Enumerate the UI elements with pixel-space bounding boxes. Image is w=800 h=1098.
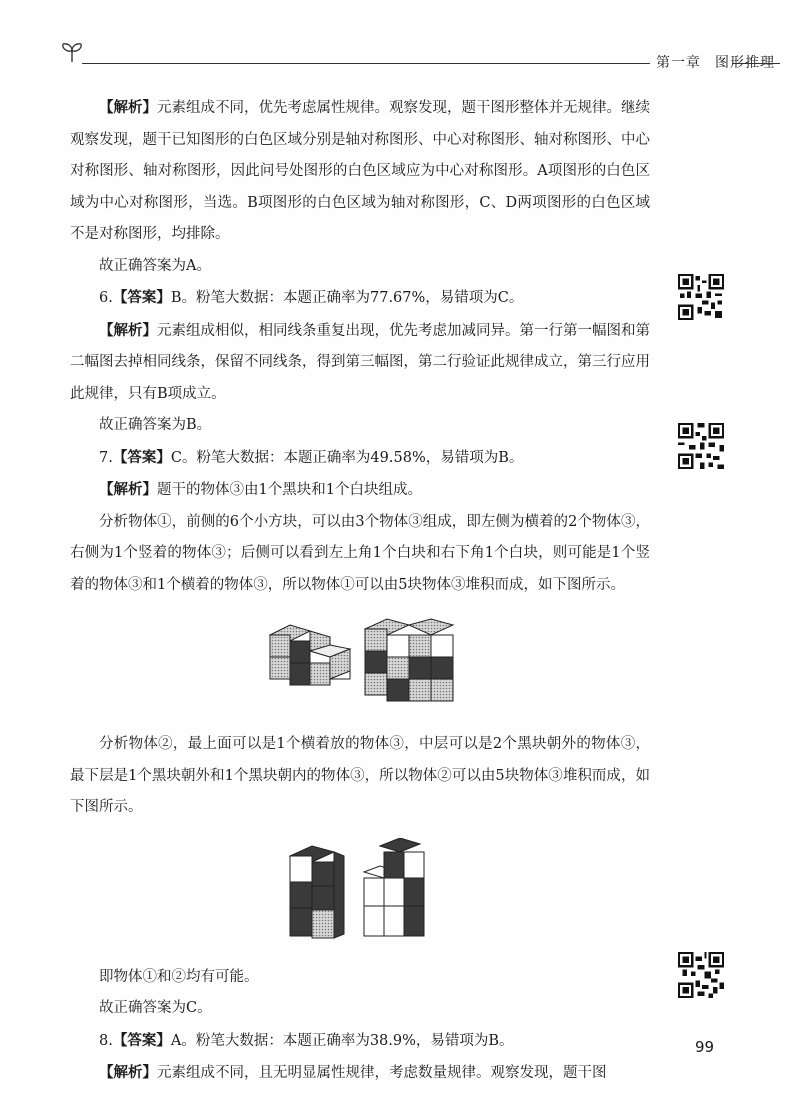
chapter-label: 第一章 (656, 55, 701, 71)
paragraph-analysis-8 (70, 1057, 650, 1090)
paragraph-text: 元素组成不同，优先考虑属性规律。观察发现，题干图形整体并无规律。继续观察发现，题干已知图形的白色区域分别是轴对称图形、中心对称图形、轴对称图形、中心对称图形、轴对称图形，因此问号处图形的白色区域应为中心对称图形。A项图形的白色区域为中心对称图形，当选。B项图形的白色区域为轴对称图形，C、D两项图形的白色区域不是对称图形，均排除。 (70, 100, 650, 242)
paragraph-text: 元素组成不同，且无明显属性规律，考虑数量规律。观察发现，题干图 (157, 1065, 607, 1081)
paragraph-both-possible: 即物体①和②均有可能。 (99, 968, 259, 985)
sprout-icon (60, 42, 84, 64)
paragraph-text: B。粉笔大数据：本题正确率为77.67%，易错项为C。 (170, 290, 524, 306)
analysis-tag: 【解析】 (99, 1064, 157, 1081)
paragraph-analysis-5 (70, 92, 650, 251)
paragraph-text: 题干的物体③由1个黑块和1个白块组成。 (157, 482, 422, 498)
question-number: 6. (99, 290, 113, 306)
cube-stack-figure-1 (265, 615, 465, 713)
question-number: 7. (99, 449, 113, 466)
paragraph-conclusion: 故正确答案为B。 (99, 417, 212, 433)
paragraph-analysis-7 (70, 474, 650, 507)
paragraph-text: C。粉笔大数据：本题正确率为49.58%，易错项为B。 (170, 449, 524, 466)
qr-code-question-8[interactable] (678, 952, 724, 998)
paragraph-text: A。粉笔大数据：本题正确率为38.9%，易错项为B。 (170, 1032, 514, 1049)
chapter-title: 图形推理 (715, 55, 775, 71)
paragraph-object-1: 分析物体①，前侧的6个小方块，可以由3个物体③组成，即左侧为横着的2个物体③，右侧为1个竖着的物体③；后侧可以看到左上角1个白块和右下角1个白块，则可能是1个竖着的物体③和1个横着的物体③，所以物体①可以由5块物体③堆积而成，如下图所示。 (70, 513, 650, 593)
answer-tag: 【答案】 (112, 289, 171, 306)
figure-object-1-blocks (70, 615, 650, 713)
running-header (60, 40, 780, 80)
analysis-tag: 【解析】 (99, 321, 157, 339)
cube-stack-figure-2 (282, 838, 452, 946)
figure-object-2-blocks (70, 838, 650, 946)
paragraph-conclusion: 故正确答案为C。 (99, 1000, 212, 1016)
paragraph-answer-7 (70, 442, 650, 475)
paragraph-text: 元素组成相似，相同线条重复出现，优先考虑加减同异。第一行第一幅图和第二幅图去掉相同线条，保留不同线条，得到第三幅图，第二行验证此规律成立，第三行应用此规律，只有B项成立。 (70, 322, 650, 402)
answer-tag: 【答案】 (112, 448, 171, 466)
paragraph-analysis-6 (70, 315, 650, 411)
header-rule-left (82, 63, 650, 64)
qr-code-question-6[interactable] (678, 274, 724, 320)
answer-tag: 【答案】 (112, 1031, 171, 1049)
paragraph-answer-8 (70, 1025, 650, 1058)
paragraph-conclusion: 故正确答案为A。 (99, 257, 211, 274)
question-number: 8. (99, 1032, 113, 1049)
page-number: 99 (695, 1038, 715, 1056)
paragraph-object-2: 分析物体②，最上面可以是1个横着放的物体③，中层可以是2个黑块朝外的物体③，最下层是1个黑块朝外和1个黑块朝内的物体③，所以物体②可以由5块物体③堆积而成，如下图所示。 (70, 736, 650, 815)
header-title (656, 52, 775, 72)
page-body (70, 92, 650, 1090)
analysis-tag: 【解析】 (99, 99, 157, 116)
analysis-tag: 【解析】 (99, 481, 157, 498)
header-rule-right (732, 63, 780, 64)
qr-code-question-7[interactable] (678, 423, 724, 469)
paragraph-answer-6 (70, 282, 650, 315)
